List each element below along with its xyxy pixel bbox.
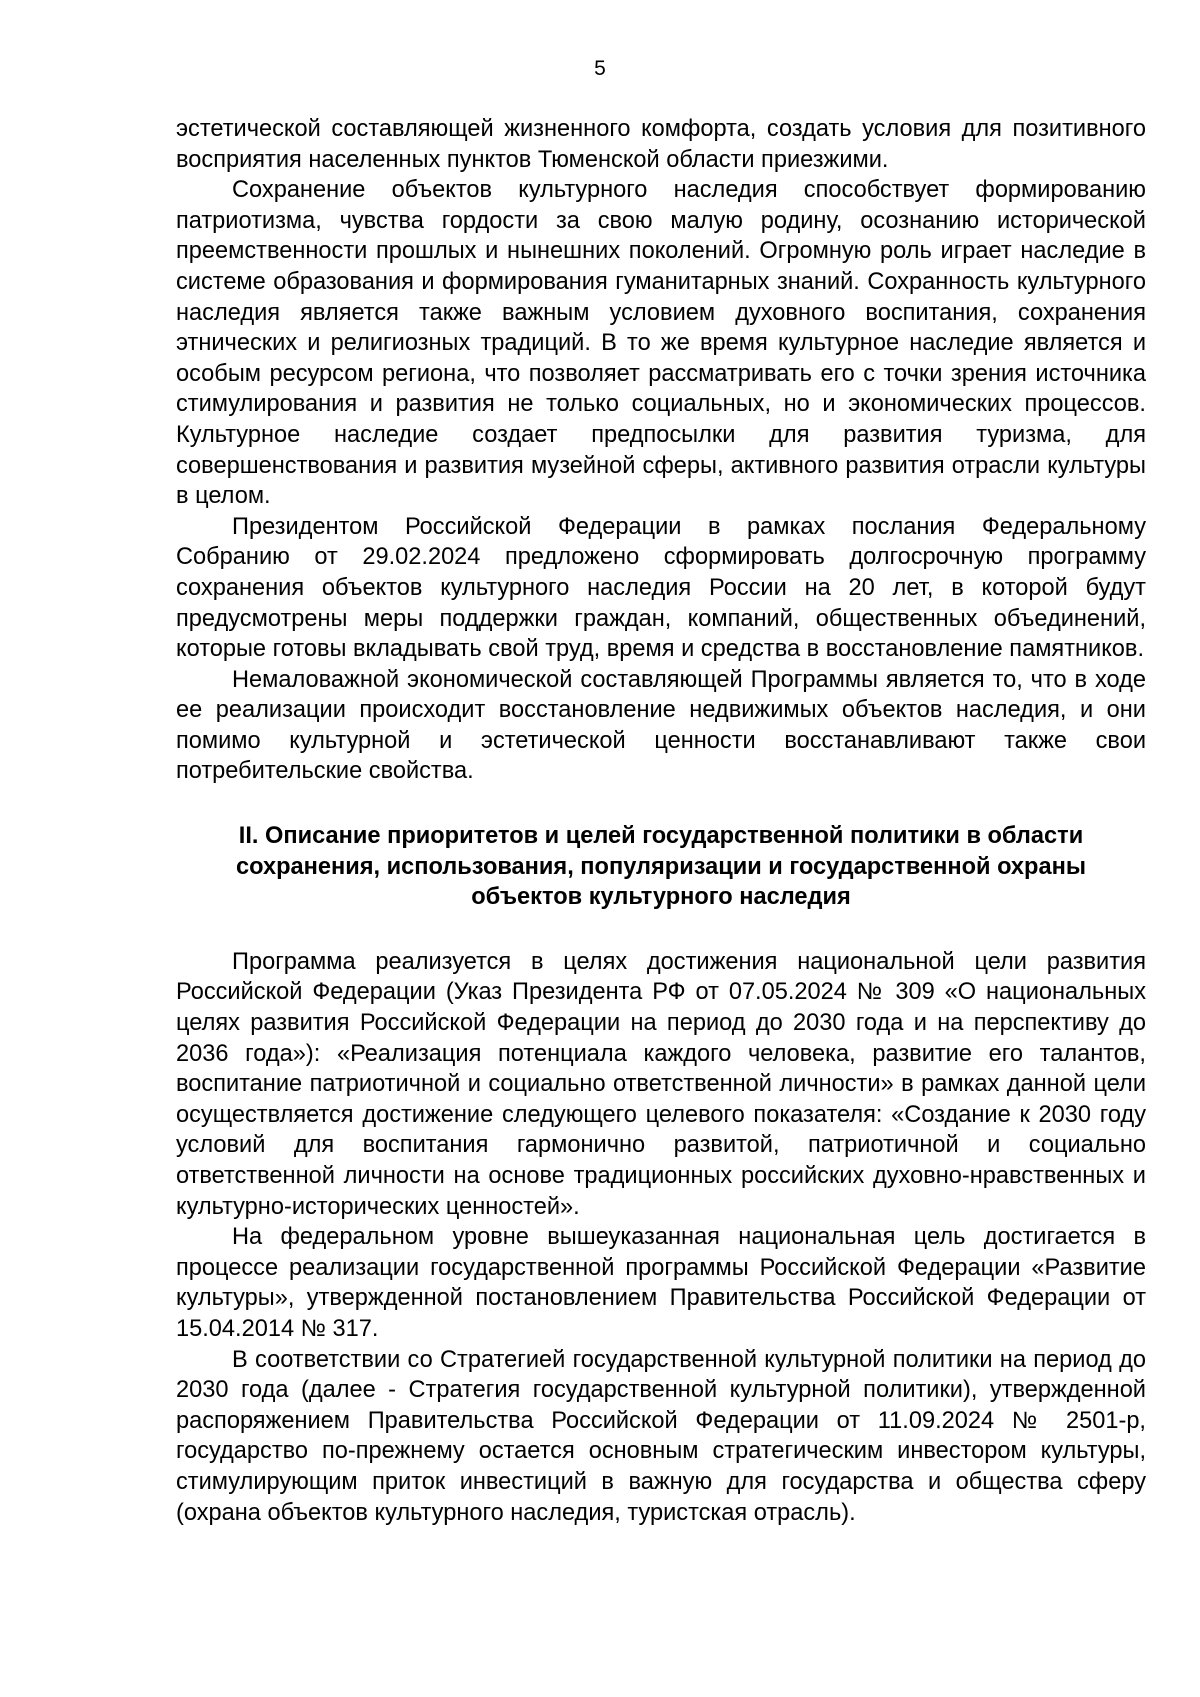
document-body [176, 114, 1146, 1528]
paragraph-national-goal: Программа реализуется в целях достижения национальной цели развития Российской Федерации (Указ Президента РФ от 07.05.2024 № 309 «О национальных целях развития Российской Федерации на период до 2030 года и на перспективу до 2036 года»): «Реализация потенциала каждого человека, развитие его талантов, воспитание патриотичной и социально ответственной личности» в рамках данной цели осуществляется достижение следующего целевого показателя: «Создание к 2030 году условий для воспитания гармонично развитой, патриотичной и социально ответственной личности на основе традиционных российских духовно-нравственных и культурно-исторических ценностей». [176, 948, 1146, 1220]
paragraph-economic-component: Немаловажной экономической составляющей Программы является то, что в ходе ее реализации происходит восстановление недвижимых объектов наследия, и они помимо культурной и эстетической ценности восстанавливают также свои потребительские свойства. [176, 666, 1146, 785]
spacer [176, 787, 1146, 821]
paragraph-heritage-preservation: Сохранение объектов культурного наследия способствует формированию патриотизма, чувства гордости за свою малую родину, осознанию исторической преемственности прошлых и нынешних поколений. Огромную роль играет наследие в системе образования и формирования гуманитарных знаний. Сохранность культурного наследия является также важным условием духовного воспитания, сохранения этнических и религиозных традиций. В то же время культурное наследие является и особым ресурсом региона, что позволяет рассматривать его с точки зрения источника стимулирования и развития не только социальных, но и экономических процессов. Культурное наследие создает предпосылки для развития туризма, для совершенствования и развития музейной сферы, активного развития отрасли культуры в целом. [176, 177, 1146, 510]
page-number: 5 [594, 57, 606, 80]
paragraph-cultural-strategy: В соответствии со Стратегией государственной культурной политики на период до 2030 года (далее - Стратегия государственной культурной политики), утвержденной распоряжением Правительства Российской Федерации от 11.09.2024 № 2501-р, государство по-прежнему остается основным стратегическим инвестором культуры, стимулирующим приток инвестиций в важную для государства и общества сферу (охрана объектов культурного наследия, туристская отрасль). [176, 1346, 1146, 1526]
paragraph-president-message: Президентом Российской Федерации в рамках послания Федеральному Собранию от 29.02.2024 предложено сформировать долгосрочную программу сохранения объектов культурного наследия России на 20 лет, в которой будут предусмотрены меры поддержки граждан, компаний, общественных объединений, которые готовы вкладывать свой труд, время и средства в восстановление памятников. [176, 513, 1146, 663]
paragraph-continuation: эстетической составляющей жизненного комфорта, создать условия для позитивного восприятия населенных пунктов Тюменской области приезжими. [176, 116, 1146, 173]
paragraph-federal-program: На федеральном уровне вышеуказанная национальная цель достигается в процессе реализации государственной программы Российской Федерации «Развитие культуры», утвержденной постановлением Правительства Российской Федерации от 15.04.2014 № 317. [176, 1224, 1146, 1342]
section-heading: II. Описание приоритетов и целей государственной политики в области сохранения, использования, популяризации и государственной охраны объектов культурного наследия [236, 823, 1086, 911]
spacer [176, 913, 1146, 947]
